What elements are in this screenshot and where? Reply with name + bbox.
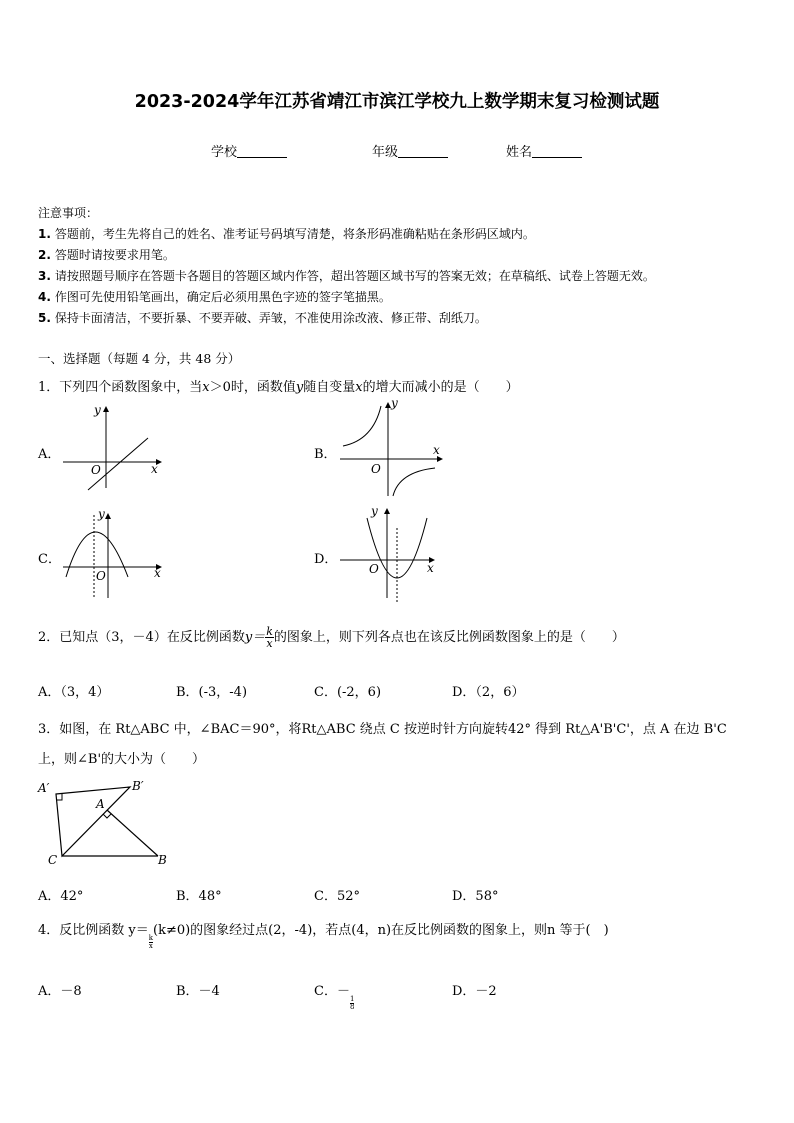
- note-item: 5. 保持卡面清洁，不要折暴、不要弄破、弄皱，不准使用涂改液、修正带、刮纸刀。: [38, 311, 487, 325]
- q3-label-a-prime: A′: [38, 781, 50, 795]
- q1c-origin-label: O: [96, 569, 106, 583]
- question-1: 1．下列四个函数图象中，当x＞0时，函数值y随自变量x的增大而减小的是（ ）: [38, 380, 519, 395]
- name-field[interactable]: [506, 141, 582, 160]
- q1c-x-label: x: [154, 566, 161, 580]
- q4-fraction: $\frac{k}{x}$: [148, 934, 153, 950]
- note-item: 4. 作图可先使用铅笔画出，确定后必须用黑色字迹的签字笔描黑。: [38, 290, 391, 304]
- q1d-origin-label: O: [369, 562, 379, 576]
- q4c-fraction: $\frac{1}{8}$: [349, 995, 355, 1011]
- q1-option-c[interactable]: C．: [38, 552, 61, 567]
- name-label: 姓名: [506, 145, 533, 160]
- q3-option-b[interactable]: B．48°: [176, 889, 222, 904]
- q4-option-c[interactable]: C．－ $\frac{1}{8}$: [314, 984, 355, 1011]
- q3-option-a[interactable]: A．42°: [38, 889, 84, 904]
- q4-option-b[interactable]: B．－4: [176, 984, 220, 999]
- q1-option-a[interactable]: A．: [38, 447, 61, 462]
- school-field[interactable]: [211, 141, 287, 160]
- section-heading: 一、选择题（每题 4 分，共 48 分）: [38, 351, 241, 366]
- q1b-x-label: x: [433, 443, 440, 457]
- grade-label: 年级: [372, 145, 399, 160]
- question-4: 4．反比例函数 y＝ $\frac{k}{x}$ (k≠0)的图象经过点(2，-4)，若点(4，n)在反比例函数的图象上，则n 等于( ): [38, 923, 609, 950]
- q3-triangle-figure: [34, 776, 174, 868]
- q1b-y-label: y: [391, 396, 398, 410]
- grade-field[interactable]: [372, 141, 448, 160]
- q1d-y-label: y: [371, 504, 378, 518]
- q1a-x-label: x: [151, 462, 158, 476]
- q4-option-a[interactable]: A．－8: [38, 984, 82, 999]
- q1a-origin-label: O: [91, 463, 101, 477]
- question-3-line1: 3．如图，在 Rt△ABC 中，∠BAC＝90°，将Rt△ABC 绕点 C 按逆时针方向旋转42° 得到 Rt△A'B'C'，点 A 在边 B'C: [38, 722, 727, 737]
- q1-graph-a: [58, 398, 168, 493]
- page-title: 2023-2024学年江苏省靖江市滨江学校九上数学期末复习检测试题: [134, 92, 660, 112]
- q1d-x-label: x: [427, 561, 434, 575]
- notes-title: 注意事项：: [38, 206, 99, 220]
- note-item: 1. 答题前，考生先将自己的姓名、准考证号码填写清楚，将条形码准确粘贴在条形码区域内。: [38, 227, 535, 241]
- q3-label-b: B: [158, 853, 167, 867]
- note-item: 2. 答题时请按要求用笔。: [38, 248, 175, 262]
- q3-label-a: A: [96, 797, 105, 811]
- question-3-line2: 上，则∠B'的大小为（ ）: [38, 752, 206, 767]
- q1c-y-label: y: [98, 507, 105, 521]
- q4-option-d[interactable]: D．－2: [452, 984, 497, 999]
- q3-option-c[interactable]: C．52°: [314, 889, 360, 904]
- q1-option-b[interactable]: B．: [314, 447, 337, 462]
- q1b-origin-label: O: [371, 462, 381, 476]
- grade-blank[interactable]: [398, 145, 448, 158]
- q3-option-d[interactable]: D．58°: [452, 889, 499, 904]
- q3-label-c: C: [48, 853, 58, 867]
- name-blank[interactable]: [532, 145, 582, 158]
- q2-option-c[interactable]: C．(-2，6): [314, 685, 382, 700]
- school-blank[interactable]: [237, 145, 287, 158]
- q1-option-d[interactable]: D．: [314, 552, 338, 567]
- q2-option-b[interactable]: B．(-3，-4): [176, 685, 248, 700]
- school-label: 学校: [211, 145, 238, 160]
- question-2: 2．已知点（3，－4）在反比例函数y＝ $\frac{k}{x}$ 的图象上，则下列各点也在该反比例函数图象上的是（ ）: [38, 625, 625, 650]
- q2-fraction: $\frac{k}{x}$: [266, 625, 273, 650]
- q1-graph-c: [58, 505, 168, 600]
- q2-option-d[interactable]: D．（2，6）: [452, 685, 525, 700]
- q1-graph-d: [335, 500, 445, 603]
- q2-option-a[interactable]: A．（3，4）: [38, 685, 110, 700]
- q1a-y-label: y: [94, 403, 101, 417]
- q1-graph-b: [335, 394, 450, 502]
- q3-label-b-prime: B′: [132, 779, 144, 793]
- note-item: 3. 请按照题号顺序在答题卡各题目的答题区域内作答，超出答题区域书写的答案无效；在草稿纸、试卷上答题无效。: [38, 269, 655, 283]
